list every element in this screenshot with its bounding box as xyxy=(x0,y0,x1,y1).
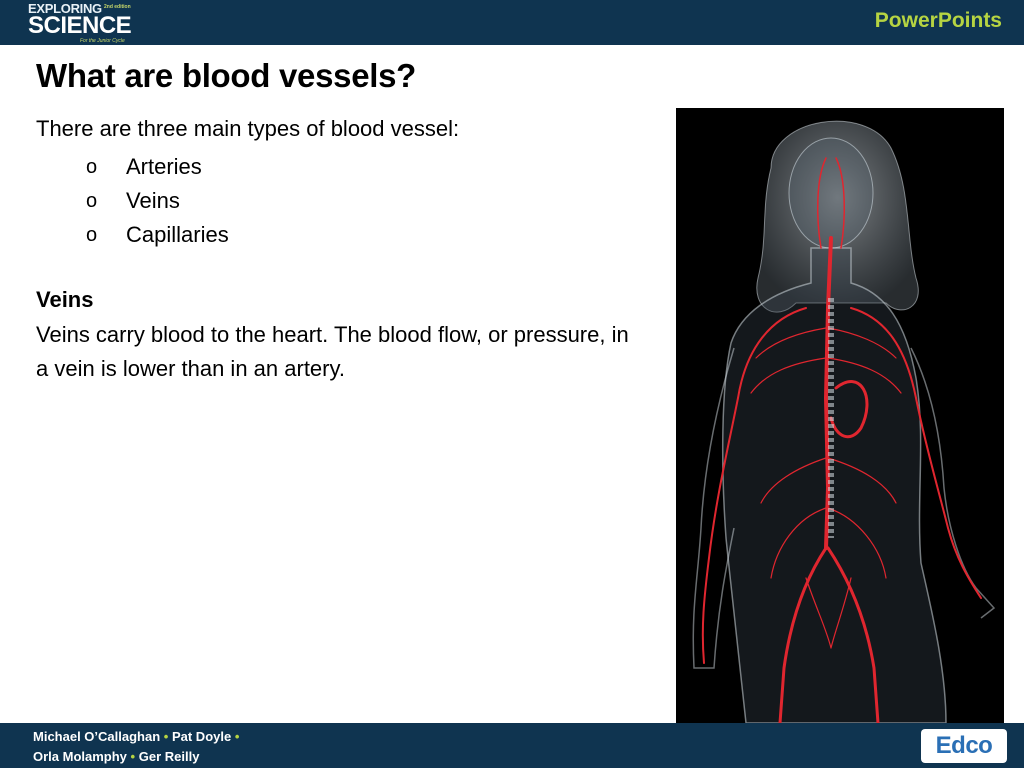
authors-credit xyxy=(33,727,239,767)
author-name: Orla Molamphy xyxy=(33,749,127,764)
intro-text: There are three main types of blood vessel: xyxy=(36,116,460,141)
circulatory-system-image xyxy=(676,108,1004,723)
logo-line1: EXPLORING xyxy=(28,1,102,16)
torso-outline xyxy=(723,248,946,723)
bullet-icon: o xyxy=(86,156,98,178)
separator-dot: • xyxy=(163,729,169,744)
logo-edition: 2nd edition xyxy=(104,4,131,10)
header-bar xyxy=(0,0,1024,45)
list-item xyxy=(86,150,229,184)
list-item xyxy=(86,218,229,252)
bullet-icon: o xyxy=(86,224,98,246)
head-shape xyxy=(789,138,873,248)
author-name: Ger Reilly xyxy=(138,749,200,764)
body-illustration xyxy=(676,108,1004,723)
authors-line1 xyxy=(33,727,239,747)
logo-line2: SCIENCE xyxy=(28,12,132,39)
separator-dot: • xyxy=(234,729,240,744)
list-item xyxy=(86,184,229,218)
list-item-label: Veins xyxy=(126,188,180,213)
edco-logo-text: Edco xyxy=(935,732,993,759)
section-heading: Veins xyxy=(36,287,94,312)
slide-title: What are blood vessels? xyxy=(36,57,417,94)
authors-line2 xyxy=(33,747,239,767)
section-text: Veins carry blood to the heart. The blood flow, or pressure, in a vein is lower than in an artery. xyxy=(36,322,629,381)
list-item-label: Arteries xyxy=(126,154,202,179)
author-name: Michael O’Callaghan xyxy=(33,729,161,744)
powerpoints-brand: PowerPoints xyxy=(874,9,1002,32)
bullet-icon: o xyxy=(86,190,98,212)
logo-tagline: For the Junior Cycle xyxy=(80,38,125,44)
footer-bar xyxy=(0,723,1024,768)
edco-logo xyxy=(921,729,1007,763)
exploring-science-logo xyxy=(28,2,138,44)
list-item-label: Capillaries xyxy=(126,222,229,247)
vessel-types-list xyxy=(86,150,229,252)
author-name: Pat Doyle xyxy=(171,729,232,744)
separator-dot: • xyxy=(130,749,136,764)
